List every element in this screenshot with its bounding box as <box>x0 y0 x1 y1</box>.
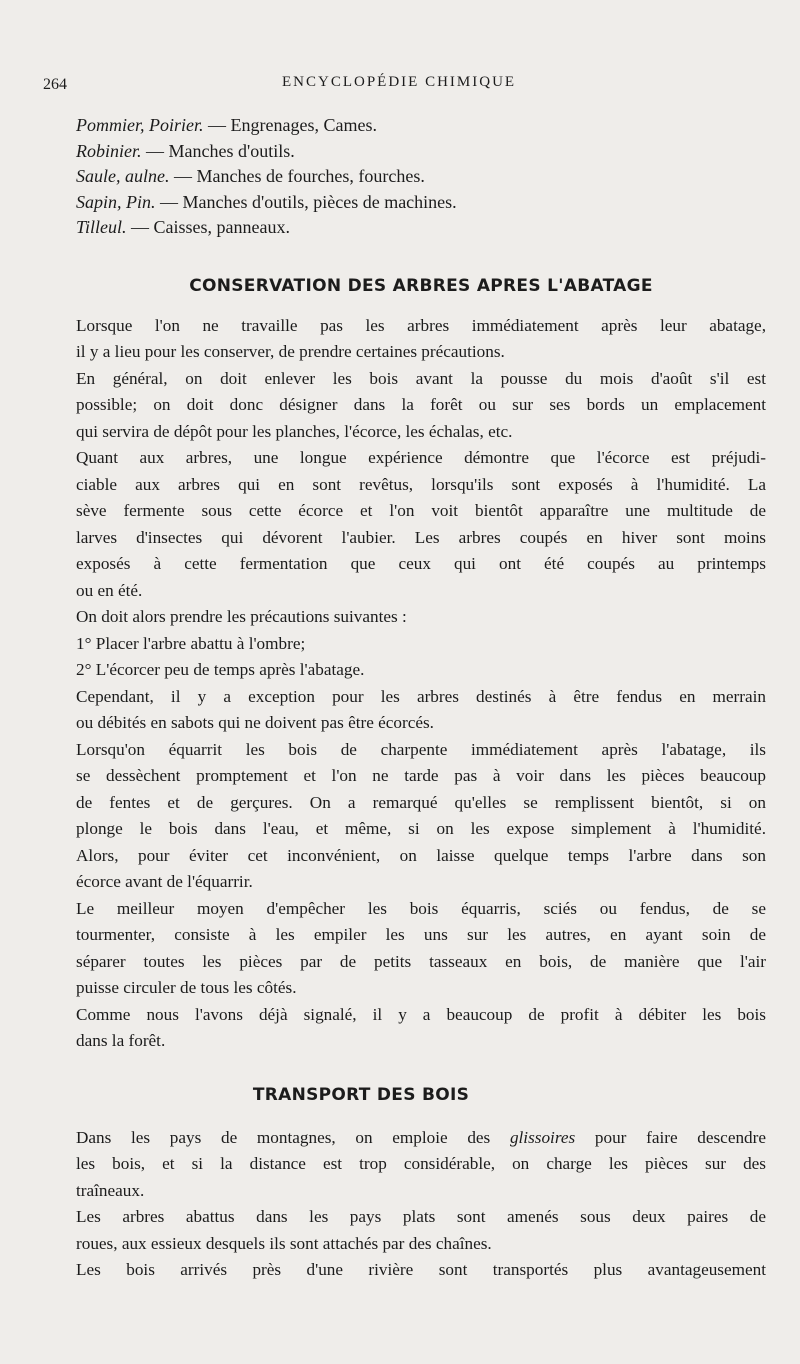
text-line: tourmenter, consiste à les empiler les uns sur les autres, en ayant soin de <box>76 925 766 944</box>
paragraph <box>76 1204 766 1257</box>
emphasis-term: glissoires <box>509 1127 576 1147</box>
running-title: ENCYCLOPÉDIE CHIMIQUE <box>282 74 517 90</box>
text-line: écorce avant de l'équarrir. <box>76 872 253 891</box>
species-uses: — Caisses, panneaux. <box>126 217 290 237</box>
text-line: 2° L'écorcer peu de temps après l'abatage. <box>76 660 365 679</box>
text-line <box>76 1125 766 1152</box>
species-name: Pommier, Poirier. <box>76 115 204 135</box>
section-heading-transport: TRANSPORT DES BOIS <box>252 1084 470 1105</box>
species-uses: — Engrenages, Cames. <box>203 115 377 135</box>
paragraph <box>76 631 766 658</box>
text-line: plonge le bois dans l'eau, et même, si on les expose simplement à l'humidité. <box>76 819 766 838</box>
paragraph <box>76 313 766 366</box>
text-line: dans la forêt. <box>76 1031 166 1050</box>
text-line: Le meilleur moyen d'empêcher les bois équarris, sciés ou fendus, de se <box>76 898 766 918</box>
text-line: 1° Placer l'arbre abattu à l'ombre; <box>76 633 306 653</box>
page-number: 264 <box>43 76 67 93</box>
page-header <box>43 68 766 94</box>
list-item <box>76 139 766 165</box>
wood-uses-list <box>76 113 766 241</box>
text-line: ou en été. <box>76 580 143 600</box>
species-uses: — Manches de fourches, fourches. <box>169 166 425 186</box>
species-name: Sapin, Pin. <box>76 191 156 212</box>
text-line: On doit alors prendre les précautions suivantes : <box>76 607 407 626</box>
text-line: ou débités en sabots qui ne doivent pas être écorcés. <box>76 713 434 732</box>
text-line: Lorsque l'on ne travaille pas les arbres immédiatement après leur abatage, <box>76 315 766 335</box>
section-body-conservation <box>76 313 766 1055</box>
text-line: roues, aux essieux desquels ils sont attachés par des chaînes. <box>76 1233 492 1253</box>
paragraph <box>76 684 766 737</box>
text-line: Cependant, il y a exception pour les arbres destinés à être fendus en merrain <box>76 686 766 706</box>
paragraph <box>76 1002 766 1055</box>
text-line: puisse circuler de tous les côtés. <box>76 978 297 997</box>
section-body-transport <box>76 1125 766 1284</box>
text-line: il y a lieu pour les conserver, de prendre certaines précautions. <box>76 342 505 361</box>
text-line: Quant aux arbres, une longue expérience démontre que l'écorce est préjudi- <box>76 448 766 467</box>
text-line: ciable aux arbres qui en sont revêtus, lorsqu'ils sont exposés à l'humidité. La <box>76 474 766 494</box>
text-line: Les arbres abattus dans les pays plats sont amenés sous deux paires de <box>76 1207 766 1226</box>
paragraph <box>76 896 766 1002</box>
list-item <box>76 190 766 216</box>
text-segment: pour faire descendre <box>575 1127 766 1147</box>
section-heading-conservation: CONSERVATION DES ARBRES APRES L'ABATAGE <box>189 275 653 296</box>
text-line: qui servira de dépôt pour les planches, l'écorce, les échalas, etc. <box>76 421 513 441</box>
paragraph <box>76 1125 766 1205</box>
paragraph <box>76 657 766 684</box>
paragraph <box>76 445 766 604</box>
paragraph <box>76 604 766 631</box>
text-line: Alors, pour éviter cet inconvénient, on laisse quelque temps l'arbre dans son <box>76 845 766 865</box>
paragraph <box>76 737 766 896</box>
paragraph <box>76 1257 766 1284</box>
text-line: les bois, et si la distance est trop considérable, on charge les pièces sur des <box>76 1154 766 1173</box>
text-line: traîneaux. <box>76 1180 145 1200</box>
list-item <box>76 215 766 241</box>
species-name: Tilleul. <box>76 217 127 237</box>
text-line: larves d'insectes qui dévorent l'aubier. Les arbres coupés en hiver sont moins <box>76 527 766 547</box>
species-name: Saule, aulne. <box>76 166 170 186</box>
text-line: possible; on doit donc désigner dans la forêt ou sur ses bords un emplacement <box>76 395 766 414</box>
species-uses: — Manches d'outils. <box>141 140 295 161</box>
text-line: séparer toutes les pièces par de petits tasseaux en bois, de manière que l'air <box>76 951 766 971</box>
text-line: sève fermente sous cette écorce et l'on voit bientôt apparaître une multitude de <box>76 501 766 520</box>
text-line: se dessèchent promptement et l'on ne tarde pas à voir dans les pièces beaucoup <box>76 766 766 785</box>
text-line: de fentes et de gerçures. On a remarqué qu'elles se remplissent bientôt, si on <box>76 792 766 812</box>
text-line: Lorsqu'on équarrit les bois de charpente immédiatement après l'abatage, ils <box>76 739 766 759</box>
list-item <box>76 113 766 139</box>
text-line: En général, on doit enlever les bois avant la pousse du mois d'août s'il est <box>76 368 766 388</box>
species-uses: — Manches d'outils, pièces de machines. <box>155 191 457 212</box>
species-name: Robinier. <box>76 140 142 161</box>
list-item <box>76 164 766 190</box>
text-line: Les bois arrivés près d'une rivière sont transportés plus avantageusement <box>76 1260 766 1279</box>
paragraph <box>76 366 766 446</box>
text-line: Comme nous l'avons déjà signalé, il y a beaucoup de profit à débiter les bois <box>76 1004 766 1024</box>
text-line: exposés à cette fermentation que ceux qui ont été coupés au printemps <box>76 554 766 573</box>
text-segment: Dans les pays de montagnes, on emploie des <box>76 1127 510 1147</box>
